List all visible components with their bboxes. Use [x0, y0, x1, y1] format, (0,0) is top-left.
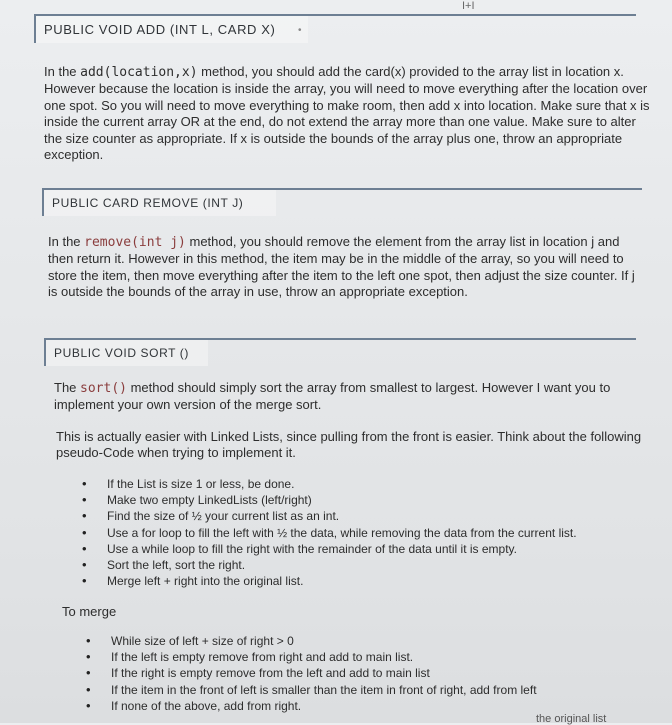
sort-method-code: sort()	[80, 381, 127, 396]
list-item: • If none of the above, add from right.	[86, 698, 537, 714]
section-sort-paragraph-2: This is actually easier with Linked Lists, since pulling from the front is easier. Think about the following pseudo-Code when trying to implement it.	[56, 429, 642, 461]
section-add-header: PUBLIC VOID ADD (INT L, CARD X)	[34, 14, 308, 43]
list-item: • While size of left + size of right > 0	[86, 633, 537, 649]
add-text-rest: method, you should add the card(x) provided to the array list in location x. However because the location is inside the array, you will need to move everything after the location over one spot. So you will need to move everything to make room, then add x into location. Make sure that x is inside the current array OR at the end, do not extend the array more than one value. Make sure to alter the size counter as appropriate. If x is outside the bounds of the array plus one, throw an appropriate exception.	[44, 64, 650, 163]
section-remove-paragraph	[48, 234, 642, 301]
list-item: • If the left is empty remove from right and add to main list.	[86, 649, 537, 665]
remove-text-before: In the	[48, 234, 85, 249]
list-item: • If the List is size 1 or less, be done.	[82, 476, 577, 492]
cutoff-fragment: the original list	[536, 713, 607, 725]
add-text-before: In the	[44, 64, 81, 79]
section-add-paragraph	[44, 64, 654, 163]
merge-steps-list	[86, 633, 537, 714]
sort-text-before: The	[54, 380, 81, 395]
list-item: • Use a for loop to fill the left with ½ the data, while removing the data from the current list.	[82, 525, 577, 541]
merge-label: To merge	[62, 604, 117, 619]
list-item: • Sort the left, sort the right.	[82, 557, 577, 573]
stray-dot: •	[298, 25, 302, 36]
add-method-code: add(location,x)	[80, 65, 198, 80]
section-sort-paragraph-1	[54, 380, 642, 414]
list-item: • Make two empty LinkedLists (left/right)	[82, 492, 577, 508]
toolbar-fragment: I+I	[462, 0, 475, 12]
list-item: • If the item in the front of left is smaller than the item in front of right, add from left	[86, 682, 537, 698]
list-item: • Merge left + right into the original list.	[82, 573, 577, 589]
remove-method-code: remove(int j)	[84, 235, 186, 250]
section-remove-header: PUBLIC CARD REMOVE (INT J)	[42, 188, 276, 216]
list-item: • Find the size of ½ your current list as an int.	[82, 508, 577, 524]
section-sort-header: PUBLIC VOID SORT ()	[44, 338, 208, 366]
sort-steps-list	[82, 476, 577, 589]
list-item: • If the right is empty remove from the left and add to main list	[86, 665, 537, 681]
remove-text-rest: method, you should remove the element from the array list in location j and then return it. However in this method, the item may be in the middle of the array, so you will need to store the item, then move everything after the item to the left one spot, then adjust the size counter. If j is outside the bounds of the array in use, throw an appropriate exception.	[48, 234, 635, 300]
sort-text-rest: method should simply sort the array from smallest to largest. However I want you to implement your own version of the merge sort.	[54, 380, 611, 413]
list-item: • Use a while loop to fill the right with the remainder of the data until it is empty.	[82, 541, 577, 557]
